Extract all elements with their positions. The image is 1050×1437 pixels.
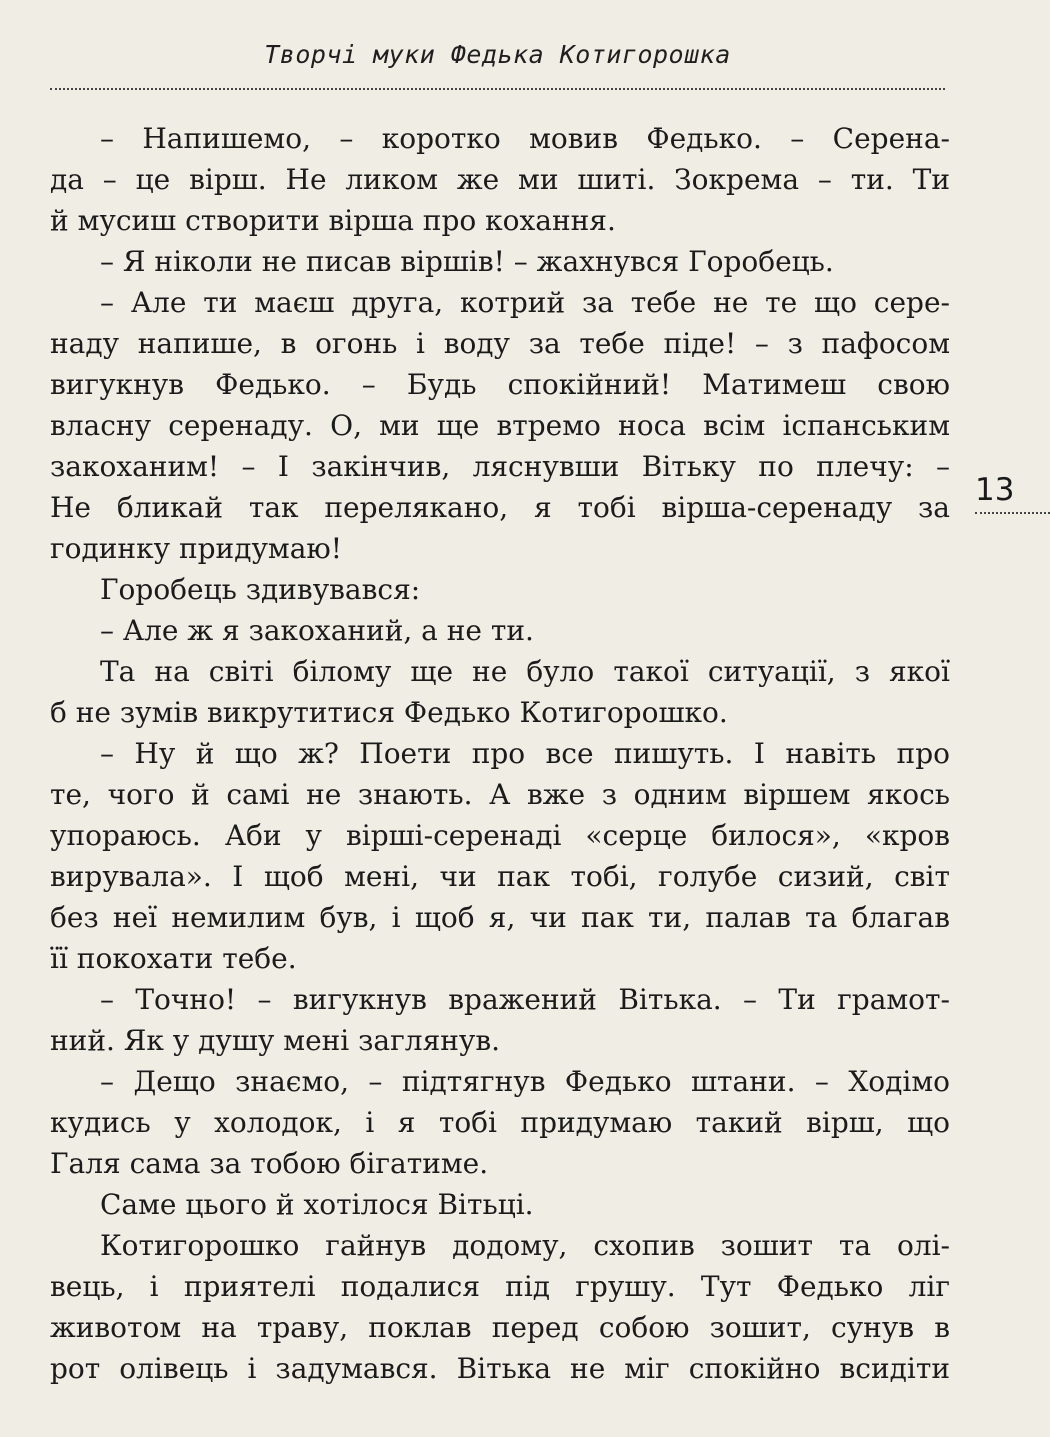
text-line: закоханим! – І закінчив, ляснувши Вітьку по плечу: –: [50, 450, 950, 483]
text-line: – Але ти маєш друга, котрий за тебе не те що сере-: [100, 286, 950, 319]
text-line: її покохати тебе.: [50, 942, 297, 975]
text-line: власну серенаду. О, ми ще втремо носа всім іспанським: [50, 409, 950, 442]
text-line: ний. Як у душу мені заглянув.: [50, 1024, 501, 1057]
text-line: те, чого й самі не знають. А вже з одним віршем якось: [50, 778, 950, 811]
text-line: вигукнув Федько. – Будь спокійний! Матимеш свою: [50, 368, 950, 401]
text-line: й мусиш створити вірша про кохання.: [50, 204, 616, 237]
text-line: – Напишемо, – коротко мовив Федько. – Серена-: [100, 122, 950, 155]
text-line: наду напише, в огонь і воду за тебе піде! – з пафосом: [50, 327, 950, 360]
text-line: вирувала». І щоб мені, чи пак тобі, голубе сизий, світ: [50, 860, 950, 893]
text-line: вець, і приятелі подалися під грушу. Тут Федько ліг: [50, 1270, 950, 1303]
body-text: [50, 118, 950, 1389]
text-line: Не бликай так перелякано, я тобі вірша-серенаду за: [50, 491, 950, 524]
text-line: – Ну й що ж? Поети про все пишуть. І навіть про: [100, 737, 950, 770]
text-line: Галя сама за тобою бігатиме.: [50, 1147, 489, 1180]
text-line: б не зумів викрутитися Федько Котигорошко.: [50, 696, 728, 729]
text-line: – Я ніколи не писав віршів! – жахнувся Горобець.: [100, 245, 834, 278]
running-title: Творчі муки Федька Котигорошка: [264, 40, 731, 69]
text-line: без неї немилим був, і щоб я, чи пак ти, палав та благав: [50, 901, 950, 934]
text-line: Котигорошко гайнув додому, схопив зошит та олі-: [100, 1229, 950, 1262]
text-line: упораюсь. Аби у вірші-серенаді «серце билося», «кров: [50, 819, 950, 852]
text-line: кудись у холодок, і я тобі придумаю такий вірш, що: [50, 1106, 950, 1139]
page-number-dotted-rule: [975, 512, 1050, 514]
text-line: да – це вірш. Не ликом же ми шиті. Зокрема – ти. Ти: [50, 163, 950, 196]
text-line: – Але ж я закоханий, а не ти.: [100, 614, 534, 647]
text-line: годинку придумаю!: [50, 532, 343, 565]
header-dotted-rule: [50, 88, 945, 90]
text-line: – Дещо знаємо, – підтягнув Федько штани. – Ходімо: [100, 1065, 950, 1098]
text-line: Саме цього й хотілося Вітьці.: [100, 1188, 534, 1221]
page-number: 13: [975, 472, 1015, 508]
text-line: рот олівець і задумався. Вітька не міг спокійно всидіти: [50, 1352, 950, 1385]
text-line: Та на світі білому ще не було такої ситуації, з якої: [100, 655, 950, 688]
text-line: Горобець здивувався:: [100, 573, 421, 606]
text-line: животом на траву, поклав перед собою зошит, сунув в: [50, 1311, 950, 1344]
text-line: – Точно! – вигукнув вражений Вітька. – Ти грамот-: [100, 983, 950, 1016]
